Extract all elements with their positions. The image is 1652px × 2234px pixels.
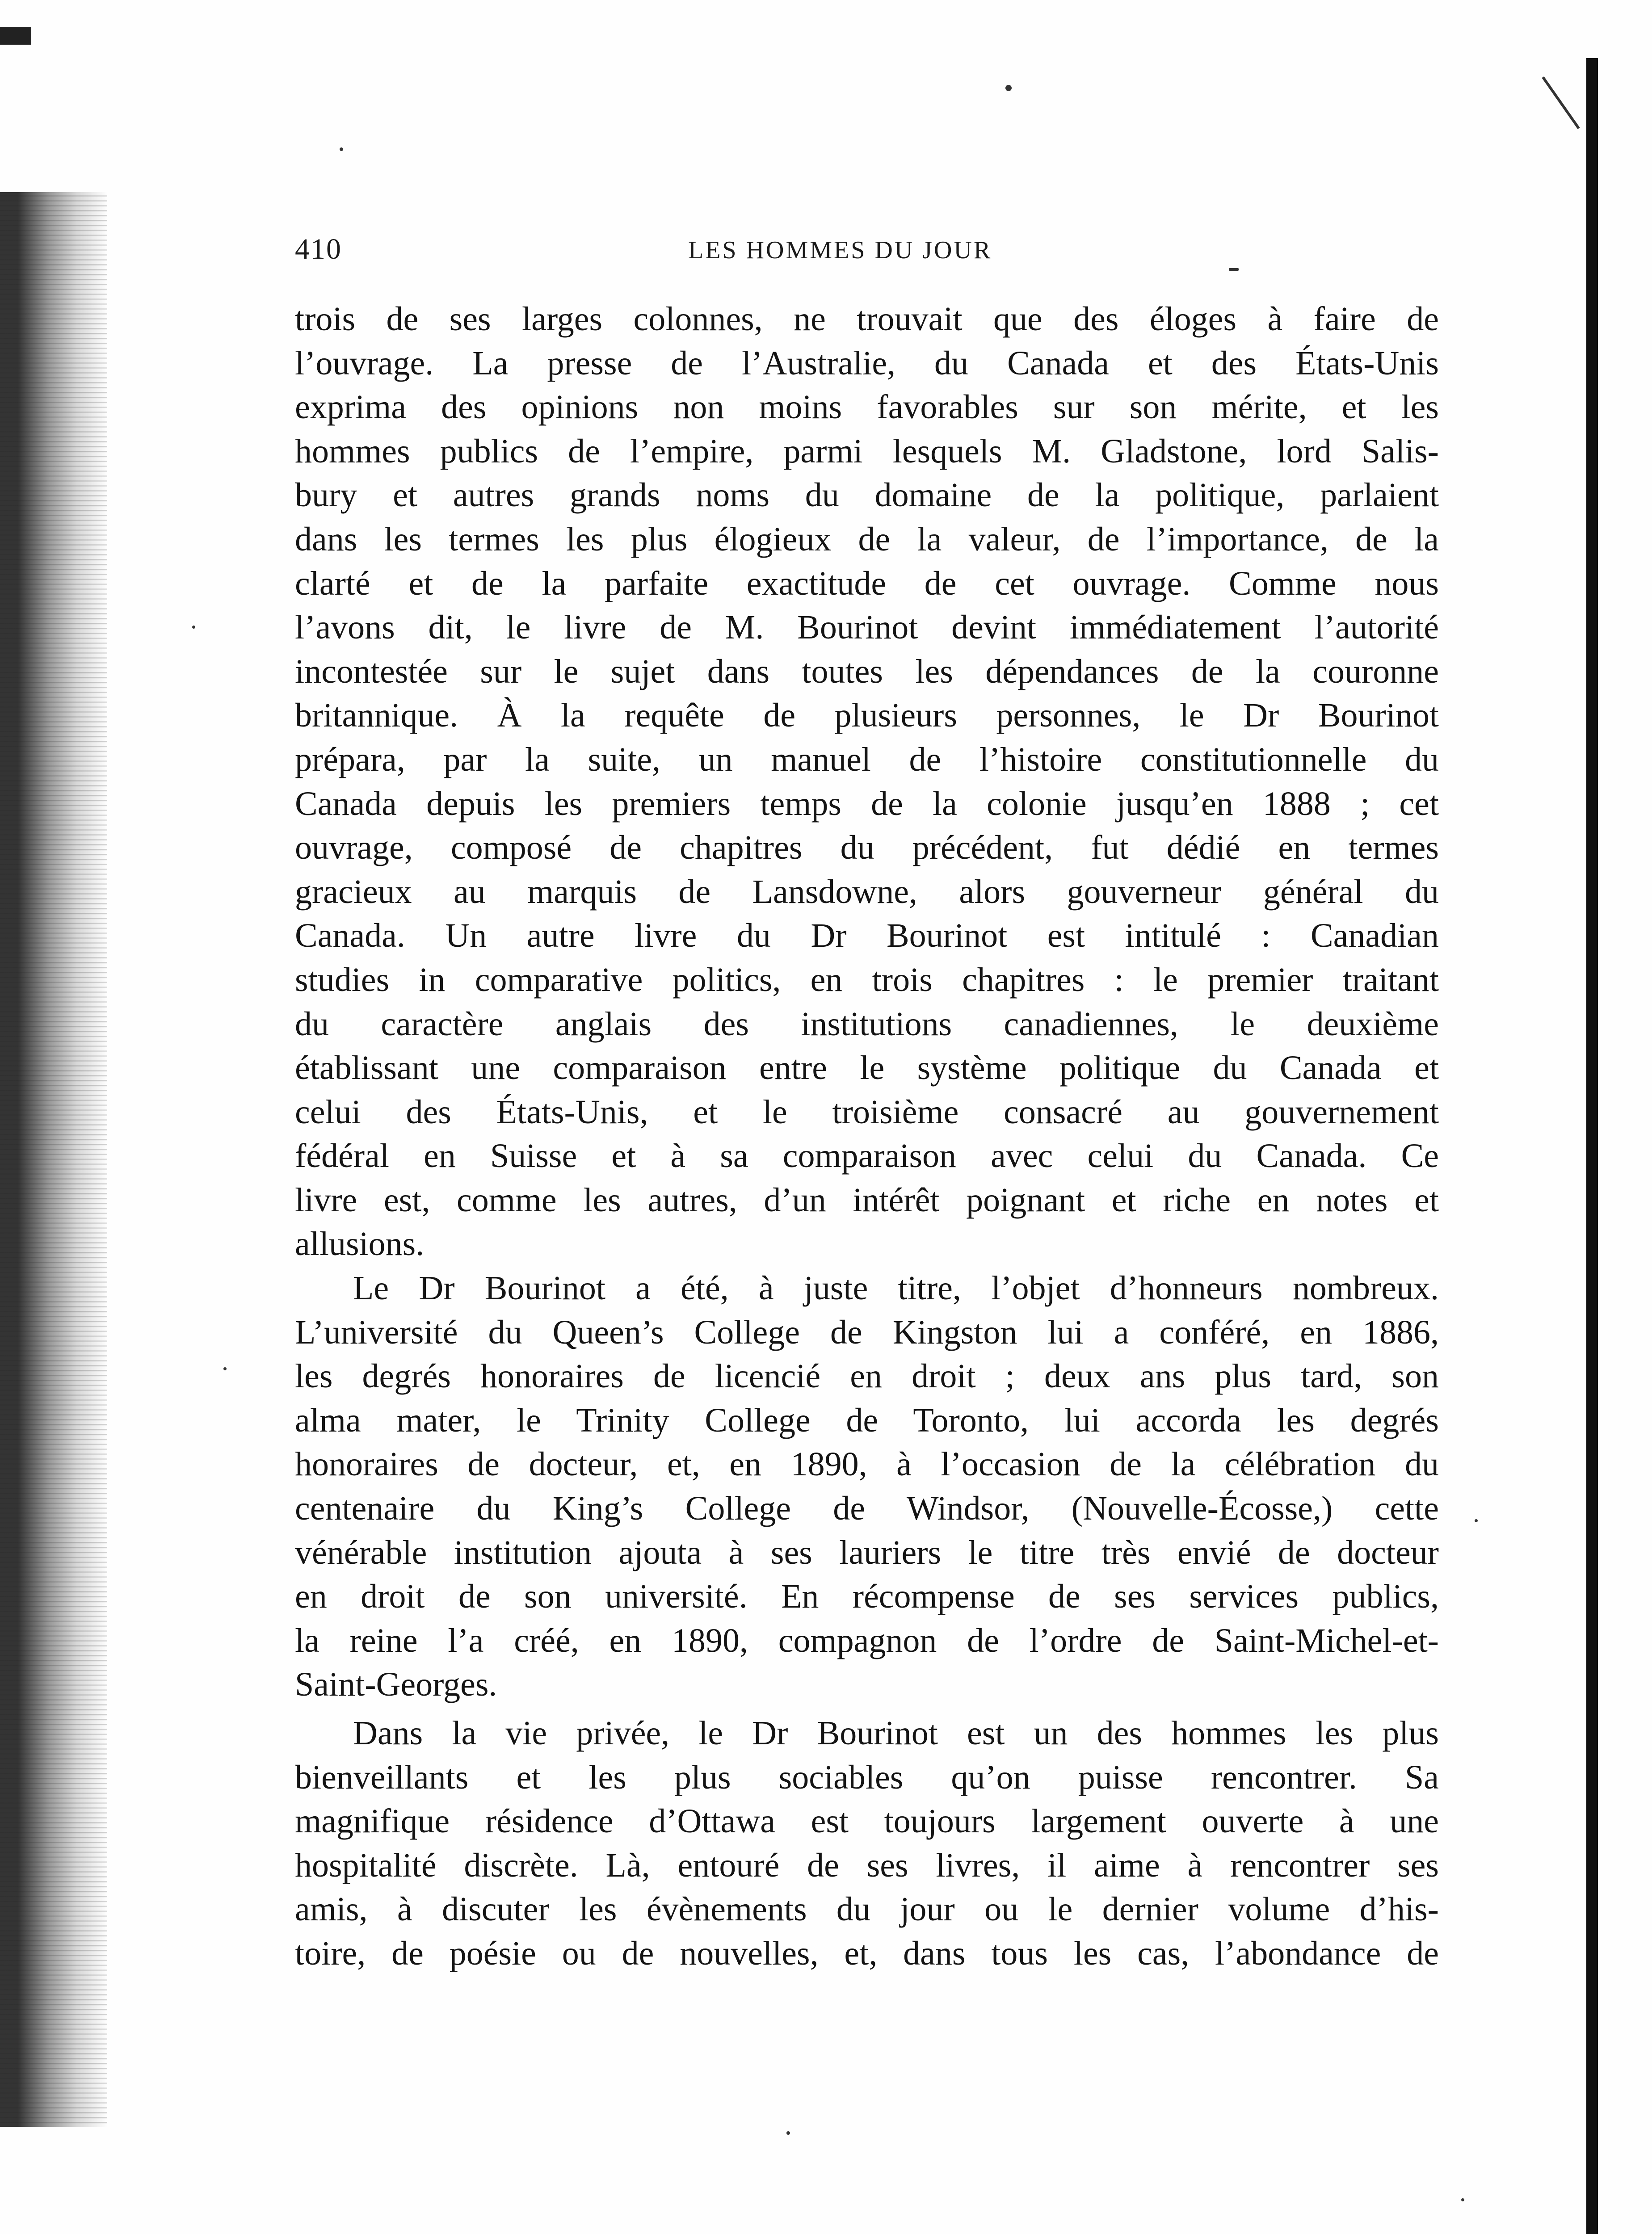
scan-right-border [1586,58,1598,2234]
scan-edge-tick [1542,76,1580,129]
text-line: centenaire du King’s College de Windsor, (Nouvelle-Écosse,) cette [295,1490,1439,1528]
text-line: toire, de poésie ou de nouvelles, et, dans tous les cas, l’abondance de [295,1934,1439,1972]
text-line: la reine l’a créé, en 1890, compagnon de l’ordre de Saint-Michel-et- [295,1621,1439,1659]
text-line: vénérable institution ajouta à ses lauriers le titre très envié de docteur [295,1533,1439,1571]
text-line: incontestée sur le sujet dans toutes les dépendances de la couronne [295,652,1439,690]
text-line: honoraires de docteur, et, en 1890, à l’occasion de la célébration du [295,1445,1439,1483]
text-line: L’université du Queen’s College de Kingston lui a conféré, en 1886, [295,1313,1439,1351]
page-number: 410 [295,233,342,265]
book-binding-edge [0,192,107,2127]
text-line: l’ouvrage. La presse de l’Australie, du Canada et des États-Unis [295,344,1439,382]
text-line: bury et autres grands noms du domaine de la politique, parlaient [295,476,1439,514]
text-line: Canada depuis les premiers temps de la colonie jusqu’en 1888 ; cet [295,785,1439,823]
text-line: hommes publics de l’empire, parmi lesquels M. Gladstone, lord Salis- [295,432,1439,470]
text-line: l’avons dit, le livre de M. Bourinot devint immédiatement l’autorité [295,609,1439,647]
text-line: studies in comparative politics, en trois chapitres : le premier traitant [295,961,1439,999]
text-line: Canada. Un autre livre du Dr Bourinot est intitulé : Canadian [295,917,1439,955]
paragraph [295,1711,1439,1976]
text-line: alma mater, le Trinity College de Toronto, lui accorda les degrés [295,1401,1439,1439]
text-line: Dans la vie privée, le Dr Bourinot est un des hommes les plus [353,1714,1439,1752]
scan-speck [1229,268,1239,271]
text-line: clarté et de la parfaite exactitude de cet ouvrage. Comme nous [295,564,1439,602]
scan-speck [1461,2198,1464,2201]
scan-corner-mark [0,27,31,45]
scan-speck [1005,85,1012,91]
scan-speck [192,626,195,629]
text-line: celui des États-Unis, et le troisième consacré au gouvernement [295,1093,1439,1131]
text-line: fédéral en Suisse et à sa comparaison avec celui du Canada. Ce [295,1137,1439,1175]
scan-speck [786,2131,790,2135]
paragraph [295,297,1439,1266]
text-line: livre est, comme les autres, d’un intérêt poignant et riche en notes et [295,1181,1439,1219]
paragraph [295,1266,1439,1707]
text-line: du caractère anglais des institutions canadiennes, le deuxième [295,1005,1439,1043]
text-line: dans les termes les plus élogieux de la valeur, de l’importance, de la [295,520,1439,558]
text-line: en droit de son université. En récompense de ses services publics, [295,1578,1439,1616]
running-head [295,232,1439,277]
text-line: allusions. [295,1225,425,1263]
text-line: Le Dr Bourinot a été, à juste titre, l’objet d’honneurs nombreux. [353,1269,1439,1307]
text-line: exprima des opinions non moins favorables sur son mérite, et les [295,388,1439,426]
text-line: magnifique résidence d’Ottawa est toujours largement ouverte à une [295,1802,1439,1840]
text-line: ouvrage, composé de chapitres du précédent, fut dédié en termes [295,829,1439,867]
scan-speck [340,147,343,151]
text-line: hospitalité discrète. Là, entouré de ses livres, il aime à rencontrer ses [295,1846,1439,1884]
text-line: bienveillants et les plus sociables qu’on puisse rencontrer. Sa [295,1758,1439,1796]
text-line: britannique. À la requête de plusieurs personnes, le Dr Bourinot [295,697,1439,735]
text-line: prépara, par la suite, un manuel de l’histoire constitutionnelle du [295,740,1439,778]
text-line: établissant une comparaison entre le système politique du Canada et [295,1049,1439,1087]
body-text [295,297,1439,1976]
text-line: les degrés honoraires de licencié en droit ; deux ans plus tard, son [295,1357,1439,1395]
scan-speck [223,1367,227,1370]
scan-speck [1475,1519,1478,1522]
running-title: LES HOMMES DU JOUR [688,236,992,264]
text-line: amis, à discuter les évènements du jour ou le dernier volume d’his- [295,1890,1439,1928]
text-line: gracieux au marquis de Lansdowne, alors gouverneur général du [295,873,1439,911]
text-line: trois de ses larges colonnes, ne trouvait que des éloges à faire de [295,300,1439,338]
text-line: Saint-Georges. [295,1666,497,1704]
